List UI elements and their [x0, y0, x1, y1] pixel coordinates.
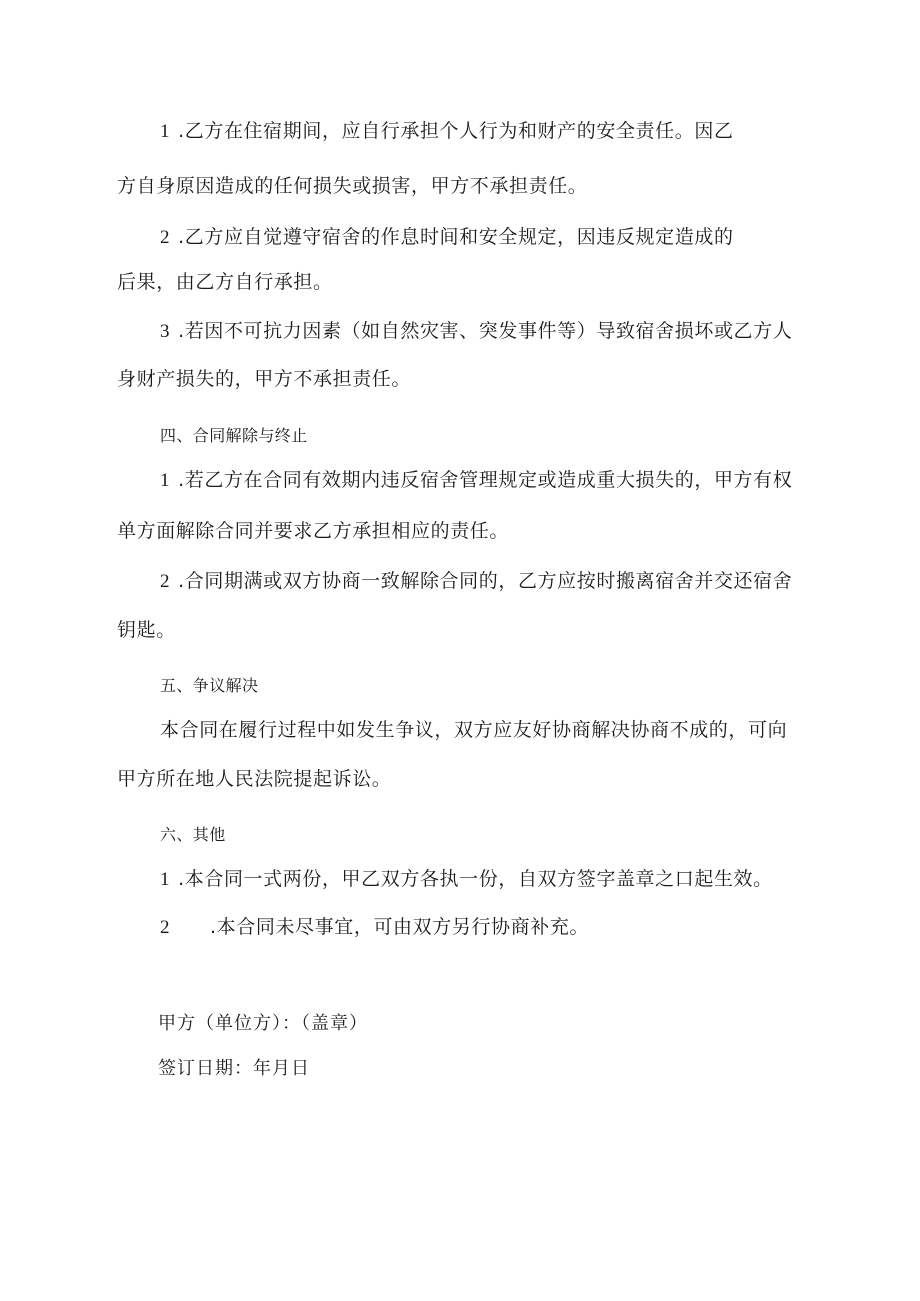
sign-date: 签订日期：年月日 — [158, 1058, 310, 1079]
section4-heading: 四、合同解除与终止 — [160, 426, 308, 445]
section3-item1-line1 — [160, 119, 734, 144]
section6-item1 — [160, 867, 773, 892]
section6-item2 — [160, 915, 589, 940]
section4-item1-text: .若乙方在合同有效期内违反宿舍管理规定或造成重大损失的，甲方有权 — [178, 469, 793, 491]
section3-item1-number: 1 — [160, 121, 171, 142]
section4-item2-text: .合同期满或双方协商一致解除合同的，乙方应按时搬离宿舍并交还宿舍 — [178, 570, 793, 592]
section3-item3-line2: 身财产损失的，甲方不承担责任。 — [117, 368, 412, 390]
section3-item2-line1 — [160, 225, 734, 250]
section3-item3-text: .若因不可抗力因素（如自然灾害、突发事件等）导致宿舍损坏或乙方人 — [178, 320, 793, 342]
section5-line1: 本合同在履行过程中如发生争议，双方应友好协商解决协商不成的，可向 — [160, 719, 788, 741]
section3-item2-line2: 后果，由乙方自行承担。 — [117, 271, 333, 293]
section3-item2-number: 2 — [160, 227, 171, 248]
section3-item2-text: .乙方应自觉遵守宿舍的作息时间和安全规定，因违反规定造成的 — [178, 226, 734, 248]
section3-item1-line2: 方自身原因造成的任何损失或损害，甲方不承担责任。 — [117, 175, 588, 197]
section4-item1-line2: 单方面解除合同并要求乙方承担相应的责任。 — [117, 520, 510, 542]
section6-item2-number: 2 — [160, 917, 171, 938]
section4-item2-number: 2 — [160, 571, 171, 592]
party-a-signature: 甲方（单位方）：（盖章） — [158, 1013, 368, 1034]
section4-item1-line1 — [160, 468, 792, 493]
section6-item2-text: .本合同未尽事宜，可由双方另行协商补充。 — [210, 916, 590, 938]
section6-heading: 六、其他 — [160, 825, 226, 844]
section3-item3-number: 3 — [160, 321, 171, 342]
section3-item3-line1 — [160, 319, 792, 344]
section5-heading: 五、争议解决 — [160, 676, 259, 695]
section4-item2-line1 — [160, 569, 792, 594]
section6-item1-text: .本合同一式两份，甲乙双方各执一份，自双方签字盖章之口起生效。 — [178, 868, 773, 890]
section4-item2-line2: 钥匙。 — [117, 619, 176, 641]
section3-item1-text: .乙方在住宿期间，应自行承担个人行为和财产的安全责任。因乙 — [178, 120, 734, 142]
section4-item1-number: 1 — [160, 470, 171, 491]
section5-line2: 甲方所在地人民法院提起诉讼。 — [117, 768, 392, 790]
section6-item1-number: 1 — [160, 869, 171, 890]
